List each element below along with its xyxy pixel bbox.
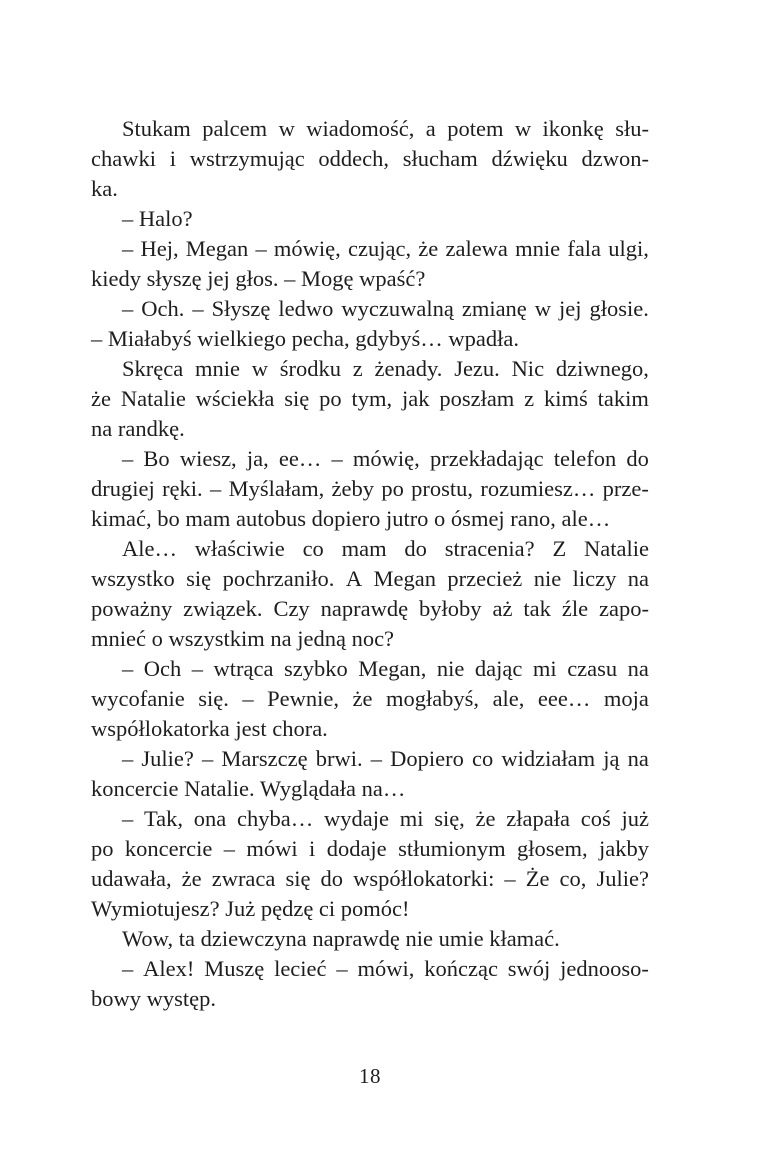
text-line: udawała, że zwraca się do współlokatorki: – Że co, Julie? bbox=[91, 866, 649, 891]
text-line: Wymiotujesz? Już pędzę ci pomóc! bbox=[91, 896, 410, 921]
text-line: Ale… właściwie co mam do stracenia? Z Natalie bbox=[122, 536, 649, 561]
paragraph bbox=[91, 354, 649, 444]
page-number: 18 bbox=[359, 1064, 381, 1088]
paragraph bbox=[91, 744, 649, 804]
text-line: po koncercie – mówi i dodaje stłumionym głosem, jakby bbox=[91, 836, 649, 861]
text-line: Wow, ta dziewczyna naprawdę nie umie kłamać. bbox=[122, 926, 560, 951]
text-line: Stukam palcem w wiadomość, a potem w ikonkę słu- bbox=[122, 116, 649, 141]
body-text bbox=[91, 114, 649, 1014]
text-line: kimać, bo mam autobus dopiero jutro o ósmej rano, ale… bbox=[91, 506, 611, 531]
text-line: – Alex! Muszę lecieć – mówi, kończąc swój jednooso- bbox=[122, 956, 649, 981]
text-line: wycofanie się. – Pewnie, że mogłabyś, ale, eee… moja bbox=[91, 686, 649, 711]
paragraph bbox=[91, 804, 649, 924]
paragraph bbox=[91, 654, 649, 744]
text-line: wszystko się pochrzaniło. A Megan przecież nie liczy na bbox=[91, 566, 649, 591]
paragraph bbox=[91, 114, 649, 204]
text-line: – Tak, ona chyba… wydaje mi się, że złapała coś już bbox=[122, 806, 649, 831]
text-line: Skręca mnie w środku z żenady. Jezu. Nic dziwnego, bbox=[122, 356, 649, 381]
text-line: drugiej ręki. – Myślałam, żeby po prostu, rozumiesz… prze- bbox=[91, 476, 649, 501]
text-line: – Bo wiesz, ja, ee… – mówię, przekładając telefon do bbox=[122, 446, 649, 471]
text-line: koncercie Natalie. Wyglądała na… bbox=[91, 776, 406, 801]
text-line: mnieć o wszystkim na jedną noc? bbox=[91, 626, 395, 651]
text-line: współlokatorka jest chora. bbox=[91, 716, 328, 741]
paragraph bbox=[91, 294, 649, 354]
text-line: na randkę. bbox=[91, 416, 185, 441]
text-line: kiedy słyszę jej głos. – Mogę wpaść? bbox=[91, 266, 426, 291]
text-line: – Halo? bbox=[122, 206, 193, 231]
text-line: – Miałabyś wielkiego pecha, gdybyś… wpadła. bbox=[91, 326, 520, 351]
paragraph bbox=[91, 924, 649, 954]
text-line: że Natalie wściekła się po tym, jak poszłam z kimś takim bbox=[91, 386, 649, 411]
text-line: – Och – wtrąca szybko Megan, nie dając mi czasu na bbox=[122, 656, 649, 681]
paragraph bbox=[91, 444, 649, 534]
paragraph bbox=[91, 234, 649, 294]
text-line: ka. bbox=[91, 176, 118, 201]
text-line: – Julie? – Marszczę brwi. – Dopiero co widziałam ją na bbox=[122, 746, 649, 771]
paragraph bbox=[91, 204, 649, 234]
text-line: bowy występ. bbox=[91, 986, 216, 1011]
text-line: poważny związek. Czy naprawdę byłoby aż tak źle zapo- bbox=[91, 596, 649, 621]
text-line: chawki i wstrzymując oddech, słucham dźwięku dzwon- bbox=[91, 146, 649, 171]
text-line: – Hej, Megan – mówię, czując, że zalewa mnie fala ulgi, bbox=[122, 236, 649, 261]
paragraph bbox=[91, 954, 649, 1014]
text-line: – Och. – Słyszę ledwo wyczuwalną zmianę w jej głosie. bbox=[122, 296, 649, 321]
paragraph bbox=[91, 534, 649, 654]
